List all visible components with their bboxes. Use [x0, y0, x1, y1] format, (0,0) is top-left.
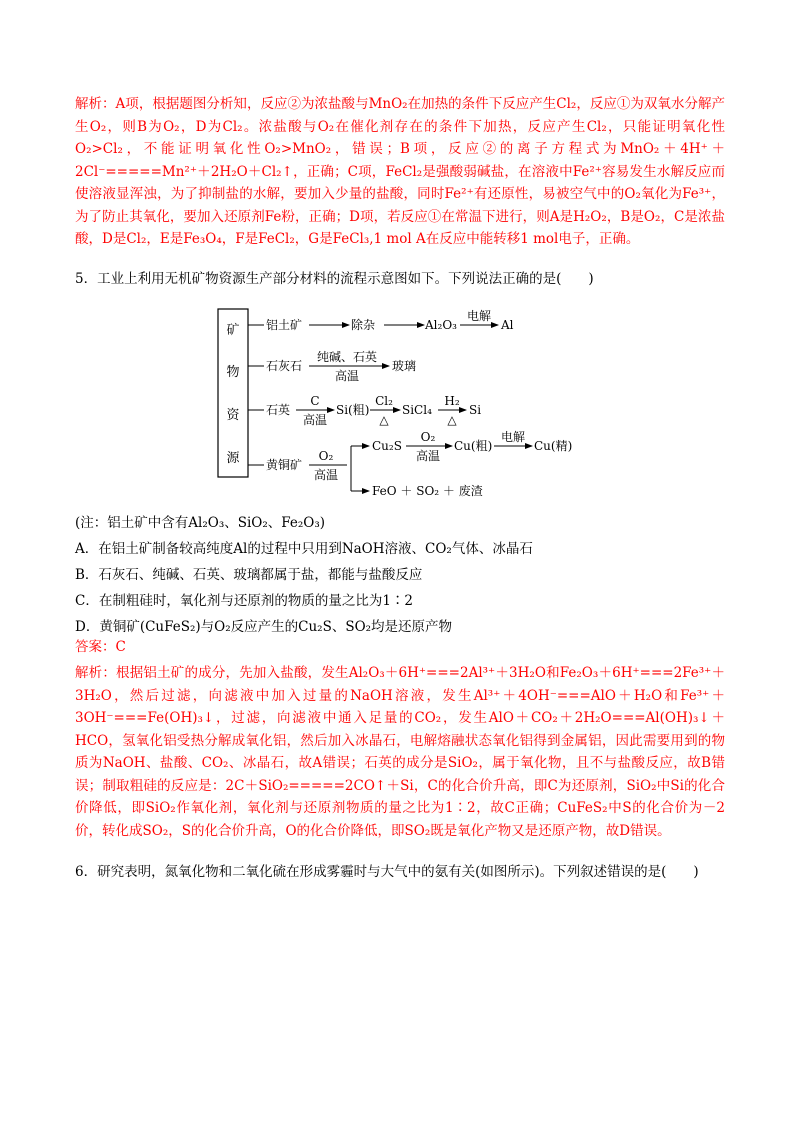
row4-branch1-final: Cu(精) [534, 439, 573, 453]
row4-branch1-cond-bottom: 高温 [415, 449, 441, 463]
source-char-2: 物 [226, 365, 240, 380]
analysis-q5 [75, 662, 725, 842]
row3-start: 石英 [266, 403, 291, 417]
row4-start: 黄铜矿 [266, 458, 303, 472]
option-c: C．在制粗硅时，氧化剂与还原剂的物质的量之比为1∶2 [75, 593, 414, 609]
row4-branch1: Cu₂S [372, 439, 402, 453]
row4-branch1-cond2: 电解 [500, 430, 526, 444]
row3-product3: Si [469, 403, 482, 417]
source-char-1: 矿 [226, 323, 240, 338]
row4-branch1-cond-top: O₂ [420, 430, 436, 444]
answer-text: 答案：C [75, 639, 126, 655]
row3-cond3-bottom: △ [447, 413, 457, 427]
row4-cond-top: O₂ [318, 449, 334, 463]
row4-branch2: FeO ＋ SO₂ ＋ 废渣 [372, 484, 483, 498]
question-5-stem: 5．工业上利用无机矿物资源生产部分材料的流程示意图如下。下列说法正确的是( ) [75, 271, 594, 287]
row3-cond3-top: H₂ [444, 394, 460, 408]
answer-q5 [75, 636, 725, 659]
row4-branch1-product: Cu(粗) [454, 439, 493, 453]
note: (注：铝土矿中含有Al₂O₃、SiO₂、Fe₂O₃) [75, 515, 326, 531]
source-char-4: 源 [226, 451, 240, 466]
row4-cond-bottom: 高温 [313, 468, 339, 482]
row1-cond: 电解 [466, 309, 492, 323]
row2-cond-top: 纯碱、石英 [316, 350, 378, 364]
row3-cond2-top: Cl₂ [375, 394, 393, 408]
row2-start: 石灰石 [266, 359, 303, 373]
row3-product1: Si(粗) [336, 403, 370, 417]
flow-diagram [214, 305, 573, 505]
row2-product: 玻璃 [392, 359, 417, 373]
option-b: B．石灰石、纯碱、石英、玻璃都属于盐，都能与盐酸反应 [75, 567, 423, 583]
question-6-stem: 6．研究表明，氮氧化物和二氧化硫在形成雾霾时与大气中的氨有关(如图所示)。下列叙述错误的是( ) [75, 864, 699, 880]
row3-cond1-top: C [310, 394, 320, 408]
question-6 [75, 861, 725, 884]
row1-step1: 除杂 [351, 318, 376, 332]
analysis-q4-text: 解析：A项，根据题图分析知，反应②为浓盐酸与MnO₂在加热的条件下反应产生Cl₂，反应①为双氧水分解产生O₂，则B为O₂，D为Cl₂。浓盐酸与O₂在催化剂存在的条件下加热，反应产生Cl₂，只能证明氧化性O₂>Cl₂，不能证明氧化性O₂>MnO₂，错误；B项，反应②的离子方程式为MnO₂＋4H⁺＋2Cl⁻=====Mn²⁺＋2H₂O＋Cl₂↑，正确；C项，FeCl₂是强酸弱碱盐，在溶液中Fe²⁺容易发生水解反应而使溶液显浑浊，为了抑制盐的水解，要加入少量的盐酸，同时Fe²⁺有还原性，易被空气中的O₂氧化为Fe³⁺，为了防止其氧化，要加入还原剂Fe粉，正确；D项，若反应①在常温下进行，则A是H₂O₂，B是O₂，C是浓盐酸，D是Cl₂，E是Fe₃O₄，F是FeCl₂，G是FeCl₃,1 mol A在反应中能转移1 mol电子，正确。 [75, 96, 725, 247]
row2-cond-bottom: 高温 [334, 369, 360, 383]
question-5 [75, 268, 725, 291]
analysis-q4 [75, 93, 725, 251]
row1-product2: Al [501, 318, 514, 332]
option-a: A．在铝土矿制备较高纯度Al的过程中只用到NaOH溶液、CO₂气体、冰晶石 [75, 541, 533, 557]
source-char-3: 资 [226, 408, 240, 423]
row3-product2: SiCl₄ [402, 403, 432, 417]
row1-start: 铝土矿 [266, 318, 303, 332]
note-and-options [75, 510, 725, 640]
analysis-q5-text: 解析：根据铝土矿的成分，先加入盐酸，发生Al₂O₃＋6H⁺===2Al³⁺＋3H₂O和Fe₂O₃＋6H⁺===2Fe³⁺＋3H₂O，然后过滤，向滤液中加入过量的NaOH溶液，发生Al³⁺＋4OH⁻===AlO＋H₂O和Fe³⁺＋3OH⁻===Fe(OH)₃↓，过滤，向滤液中通入足量的CO₂，发生AlO＋CO₂＋2H₂O===Al(OH)₃↓＋HCO，氢氧化铝受热分解成氧化铝，然后加入冰晶石，电解熔融状态氧化铝得到金属铝，因此需要用到的物质为NaOH、盐酸、CO₂、冰晶石，故A错误；石英的成分是SiO₂，属于氧化物，且不与盐酸反应，故B错误；制取粗硅的反应是：2C＋SiO₂=====2CO↑＋Si，C的化合价升高，即C为还原剂，SiO₂中Si的化合价降低，即SiO₂作氧化剂，氧化剂与还原剂物质的量之比为1∶2，故C正确；CuFeS₂中S的化合价为－2价，转化成SO₂，S的化合价升高，O的化合价降低，即SO₂既是氧化产物又是还原产物，故D错误。 [75, 665, 725, 839]
row3-cond2-bottom: △ [379, 413, 389, 427]
option-d: D．黄铜矿(CuFeS₂)与O₂反应产生的Cu₂S、SO₂均是还原产物 [75, 619, 453, 635]
row3-cond1-bottom: 高温 [302, 413, 328, 427]
row1-product1: Al₂O₃ [425, 318, 457, 332]
